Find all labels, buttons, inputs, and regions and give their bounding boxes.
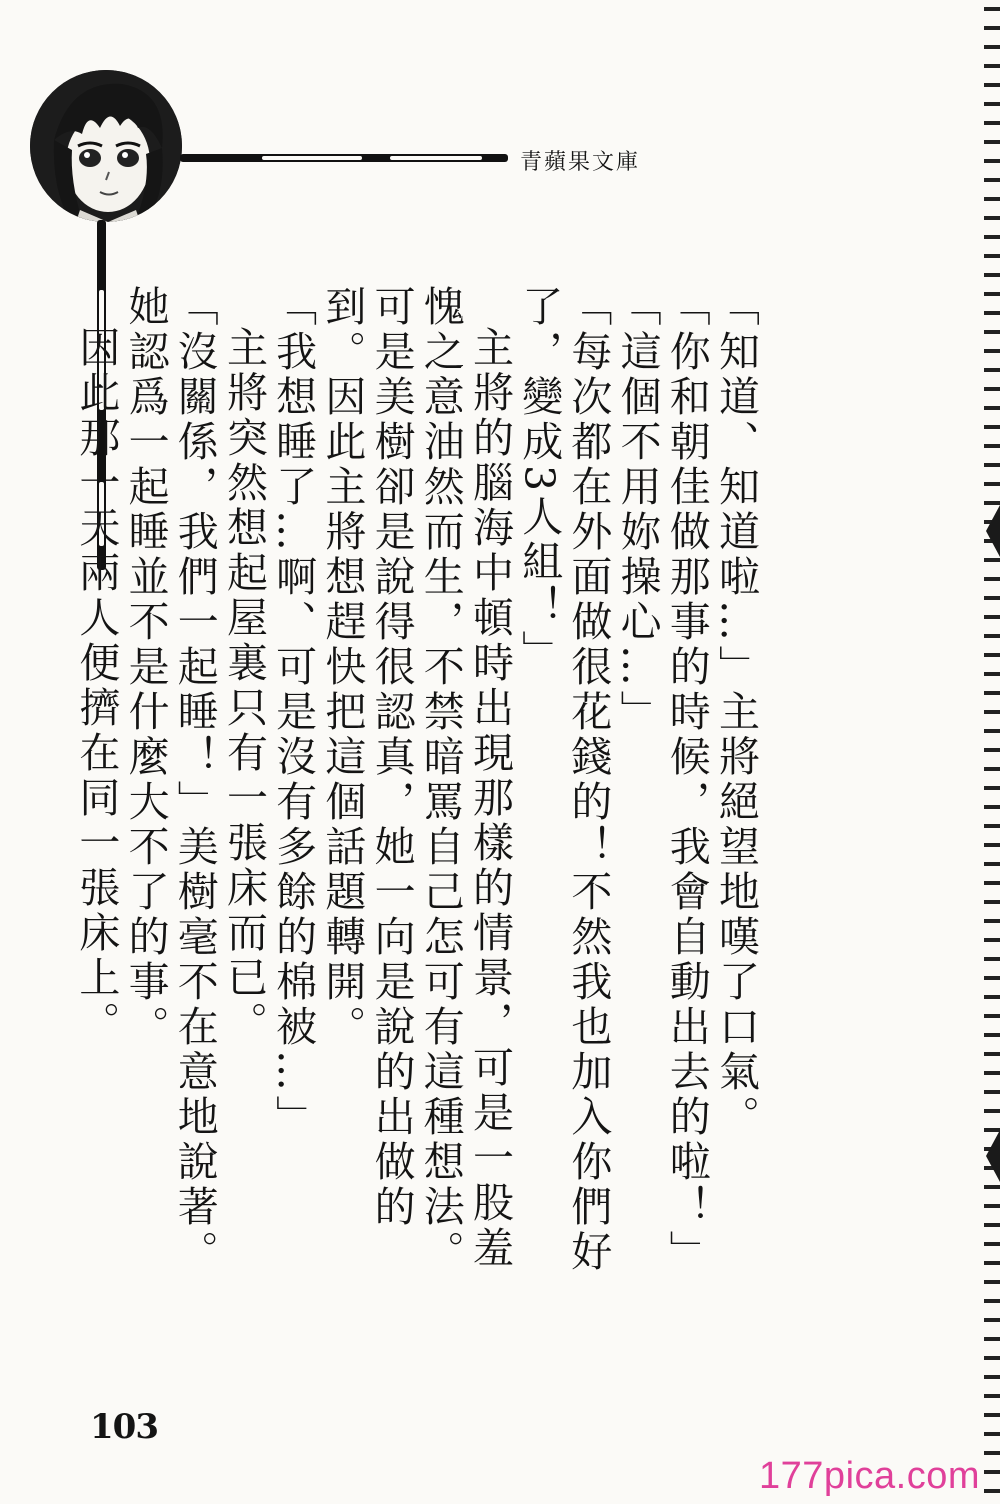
paragraph: 「每次都在外面做很花錢的！不然我也加入你們好了，變成3人組！」 bbox=[515, 285, 613, 1275]
watermark: 177pica.com bbox=[759, 1455, 980, 1497]
paragraph: 「我想睡了…啊、可是沒有多餘的棉被…」 bbox=[269, 285, 318, 1140]
paragraph: 主將的腦海中頓時出現那樣的情景，可是一股羞愧之意油然而生，不禁暗罵自己怎可有這種想法。可是美樹卻是說得很認真，她一向是說的出做的到。因此主將想趕快把這個話題轉開。 bbox=[318, 285, 514, 1275]
paragraph: 主將突然想起屋裏只有一張床而已。 bbox=[219, 326, 268, 1046]
series-title: 青蘋果文庫 bbox=[520, 150, 641, 175]
paragraph: 「這個不用妳操心…」 bbox=[613, 285, 662, 735]
girl-portrait-icon bbox=[30, 70, 182, 222]
paragraph: 「知道、知道啦…」主將絕望地嘆了口氣。 bbox=[712, 285, 760, 1140]
page-number: 103 bbox=[90, 1407, 158, 1447]
paragraph: 因此那一天兩人便擠在同一張床上。 bbox=[72, 326, 121, 1046]
binding-edge bbox=[984, 0, 1000, 1504]
vertical-body-text bbox=[71, 285, 760, 1285]
decorative-horizontal-bar bbox=[180, 154, 508, 162]
paragraph: 「沒關係，我們一起睡！」美樹毫不在意地說著。她認爲一起睡並不是什麼大不了的事。 bbox=[121, 285, 219, 1275]
paragraph: 「你和朝佳做那事的時候，我會自動出去的啦！」 bbox=[662, 285, 711, 1275]
